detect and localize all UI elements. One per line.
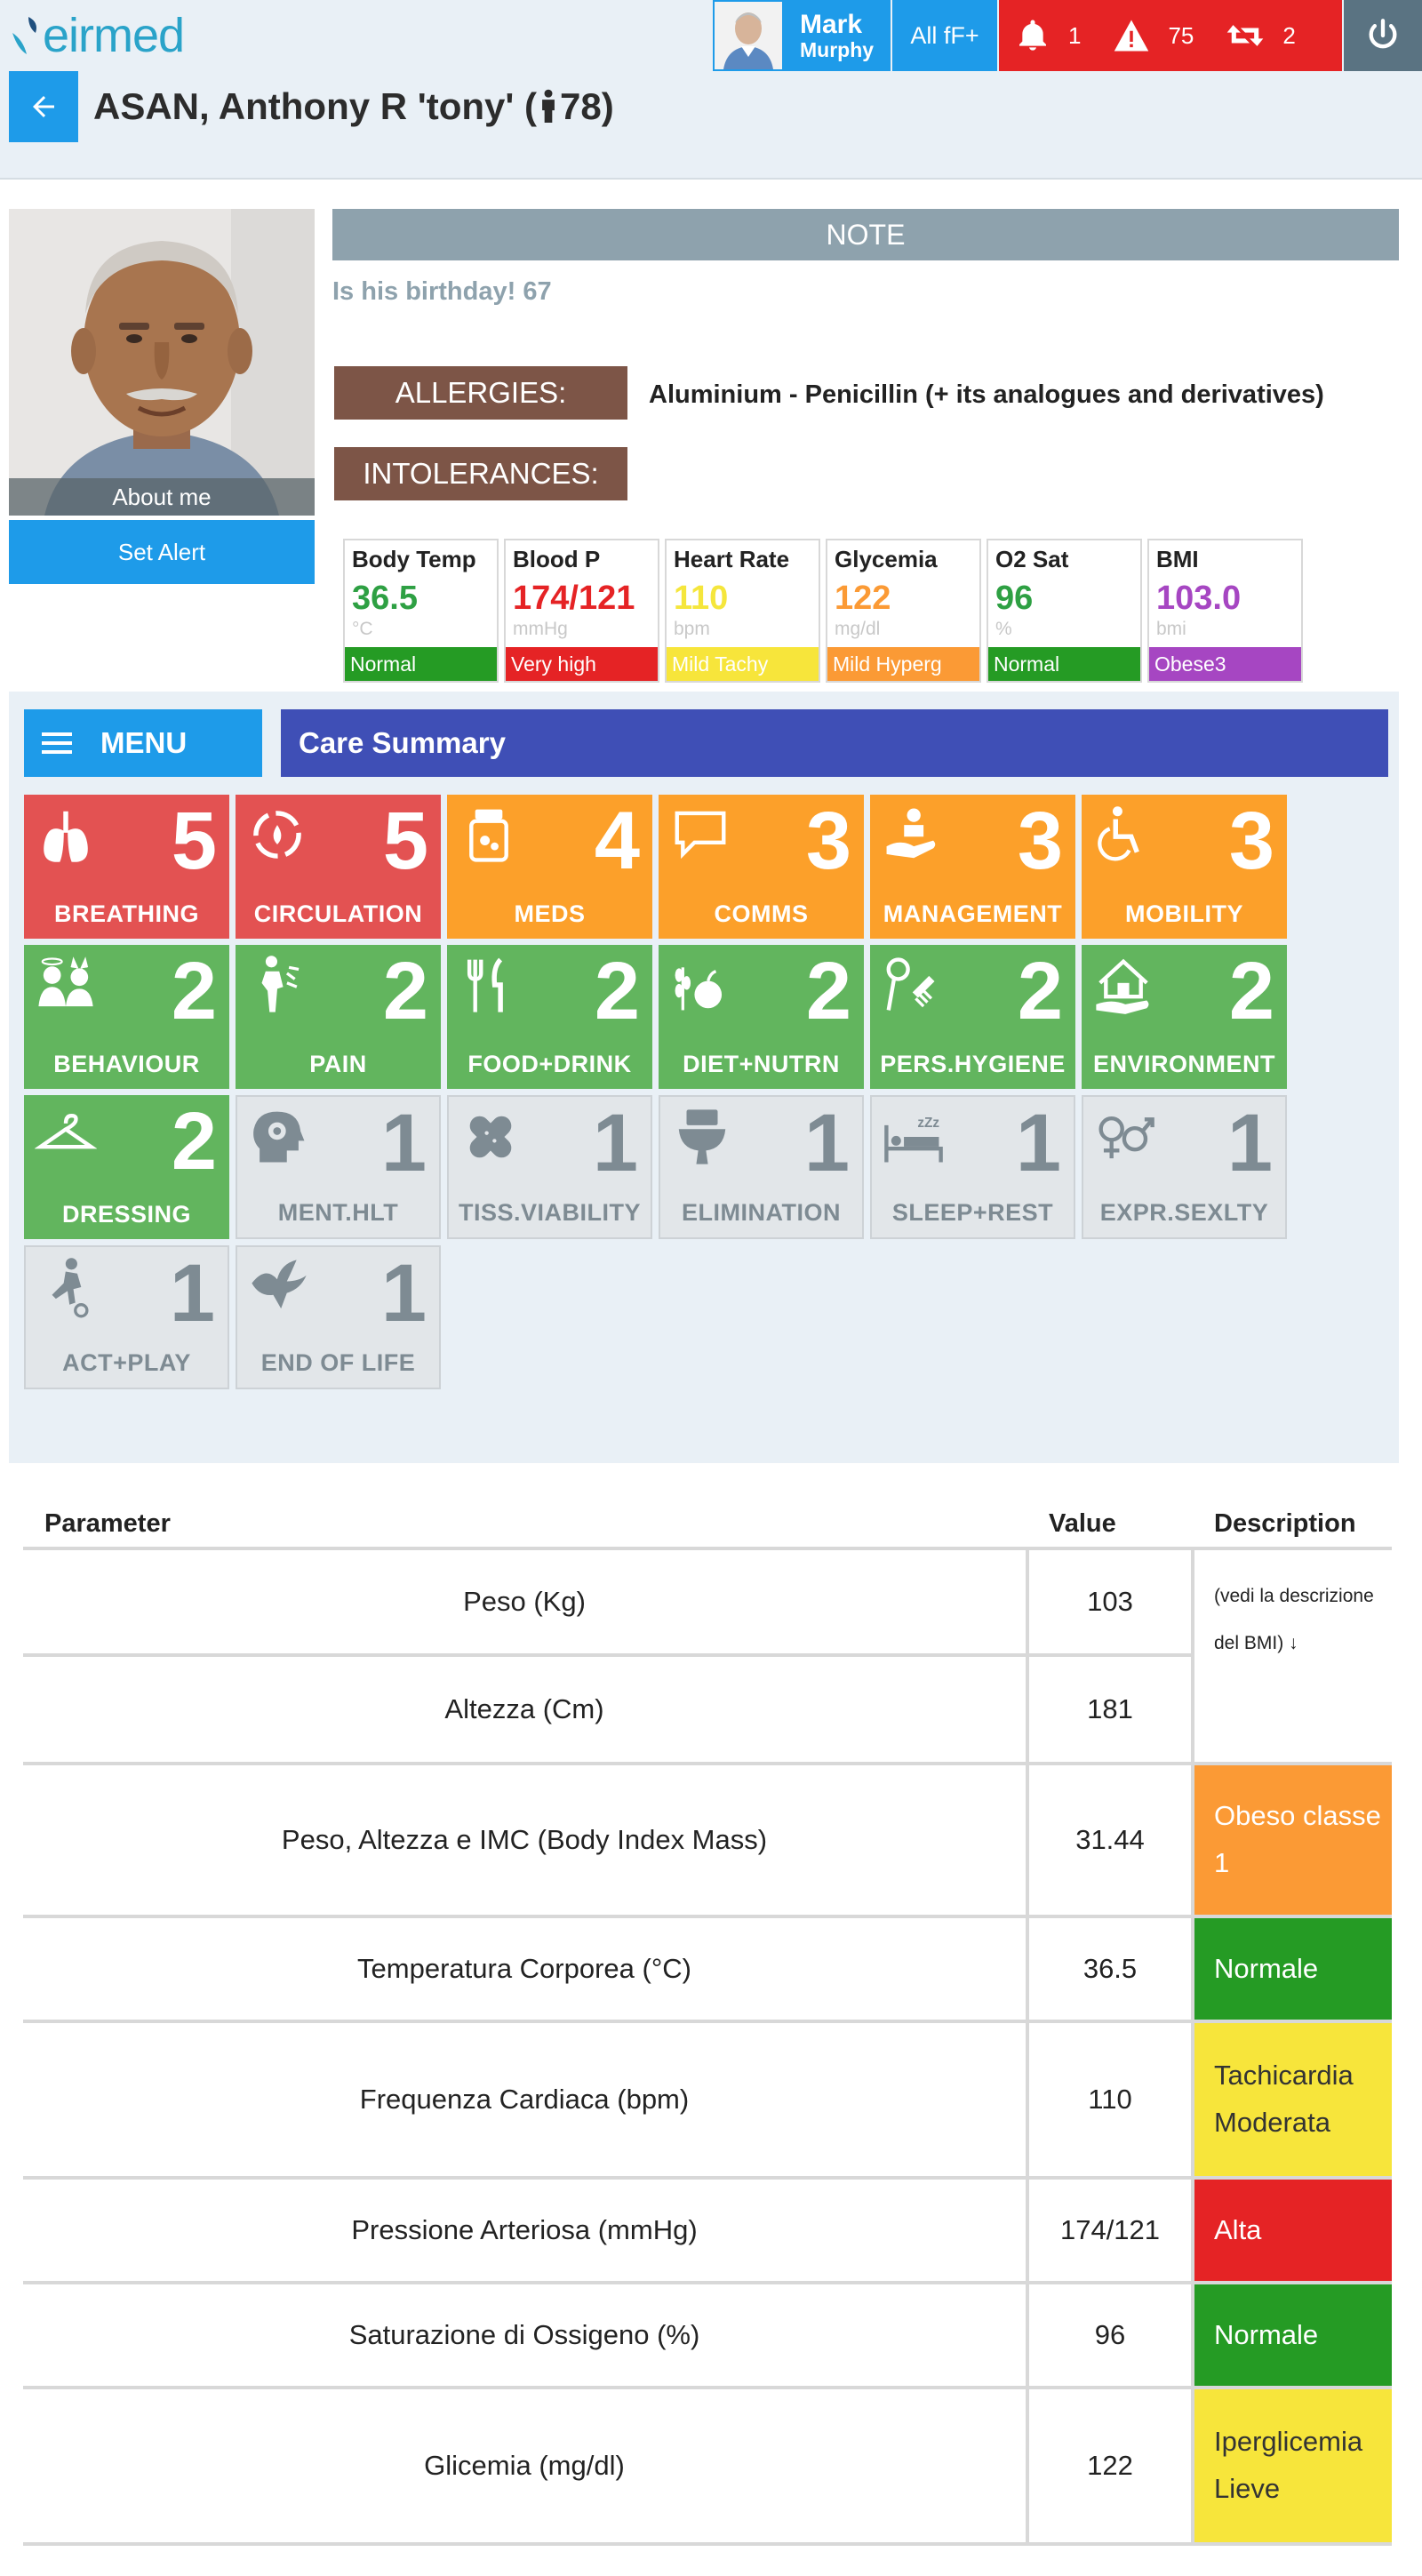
table-row <box>23 2283 1392 2388</box>
set-alert-button[interactable]: Set Alert <box>9 520 315 584</box>
table-row <box>23 2388 1392 2544</box>
care-summary-title: Care Summary <box>281 709 1388 777</box>
tile-count: 2 <box>171 946 217 1036</box>
lungs-icon <box>35 804 97 866</box>
speech-bubble-icon <box>669 804 731 866</box>
care-tile-diet-nutrn[interactable] <box>659 945 864 1089</box>
bell-icon <box>1015 18 1051 53</box>
care-tile-comms[interactable] <box>659 795 864 939</box>
power-icon <box>1365 18 1401 53</box>
bed-zzz-icon <box>883 1106 945 1168</box>
scope-filter-button[interactable]: All fF+ <box>891 0 997 71</box>
vital-card-bmi[interactable] <box>1147 539 1303 683</box>
tile-count: 2 <box>382 946 428 1036</box>
care-tile-act-play[interactable] <box>24 1245 229 1389</box>
user-last-name: Murphy <box>800 37 875 61</box>
tile-count: 4 <box>594 796 640 886</box>
description-cell: Iperglicemia Lieve <box>1193 2388 1392 2544</box>
vital-status: Mild Tachy <box>667 647 819 681</box>
warning-icon <box>1113 18 1150 53</box>
parameter-cell: Altezza (Cm) <box>23 1655 1027 1764</box>
transfers-count: 2 <box>1282 21 1296 49</box>
tile-label: COMMS <box>714 900 809 927</box>
vital-value: 174/121 <box>513 580 635 617</box>
header-parameter: Parameter <box>23 1500 1027 1548</box>
tile-count: 2 <box>1017 946 1063 1036</box>
parameters-table <box>23 1500 1392 2546</box>
tile-label: DIET+NUTRN <box>683 1051 840 1077</box>
warnings-count: 75 <box>1168 21 1194 49</box>
care-tile-end-of-life[interactable] <box>236 1245 441 1389</box>
vital-label: BMI <box>1156 546 1199 572</box>
care-tile-behaviour[interactable] <box>24 945 229 1089</box>
value-cell: 96 <box>1027 2283 1193 2388</box>
parameter-cell: Frequenza Cardiaca (bpm) <box>23 2021 1027 2178</box>
vital-status: Obese3 <box>1149 647 1301 681</box>
menu-label: MENU <box>100 726 188 759</box>
patient-age: 78) <box>560 85 614 127</box>
user-profile-button[interactable] <box>713 0 891 71</box>
tile-label: ELIMINATION <box>682 1199 841 1226</box>
patient-portrait <box>9 209 315 516</box>
arrow-left-icon <box>28 91 60 123</box>
description-cell: (vedi la descrizione del BMI) ↓ <box>1193 1548 1392 1764</box>
tile-label: PERS.HYGIENE <box>880 1051 1066 1077</box>
patient-name: ASAN, Anthony R 'tony' ( 78) <box>93 85 614 127</box>
care-tile-pain[interactable] <box>236 945 441 1089</box>
football-player-icon <box>36 1256 99 1318</box>
wheelchair-icon <box>1092 804 1154 866</box>
parameter-cell: Peso (Kg) <box>23 1548 1027 1655</box>
vital-unit: bpm <box>674 619 710 639</box>
care-tile-elimination[interactable] <box>659 1095 864 1239</box>
tile-count: 2 <box>594 946 640 1036</box>
tile-count: 1 <box>380 1248 427 1339</box>
care-tile-management[interactable] <box>870 795 1075 939</box>
tile-label: FOOD+DRINK <box>467 1051 632 1077</box>
value-cell: 31.44 <box>1027 1764 1193 1916</box>
vital-status: Normal <box>345 647 497 681</box>
table-row <box>23 1655 1392 1764</box>
tile-count: 1 <box>169 1248 215 1339</box>
care-tile-mobility[interactable] <box>1082 795 1287 939</box>
angel-devil-icon <box>35 954 97 1016</box>
table-row <box>23 2178 1392 2283</box>
tile-label: MENT.HLT <box>277 1199 399 1226</box>
parameter-cell: Saturazione di Ossigeno (%) <box>23 2283 1027 2388</box>
tile-count: 2 <box>171 1096 217 1187</box>
vital-card-o2-sat[interactable] <box>987 539 1142 683</box>
top-bar <box>0 0 1422 71</box>
vital-label: O2 Sat <box>995 546 1069 572</box>
value-cell: 122 <box>1027 2388 1193 2544</box>
care-tile-circulation[interactable] <box>236 795 441 939</box>
person-icon <box>537 89 560 123</box>
care-tile-ment-hlt[interactable] <box>236 1095 441 1239</box>
gender-icon <box>1094 1106 1156 1168</box>
tile-count: 3 <box>805 796 851 886</box>
tile-label: MOBILITY <box>1125 900 1243 927</box>
bandage-icon <box>459 1106 522 1168</box>
hamburger-icon <box>42 731 72 756</box>
tile-count: 2 <box>805 946 851 1036</box>
vital-unit: mg/dl <box>835 619 881 639</box>
tile-label: SLEEP+REST <box>891 1199 1054 1226</box>
description-cell: Normale <box>1193 1916 1392 2021</box>
tile-label: PAIN <box>309 1051 367 1077</box>
menu-button[interactable] <box>24 709 262 777</box>
cutlery-icon <box>458 954 520 1016</box>
vital-card-glycemia[interactable] <box>826 539 981 683</box>
tile-label: CIRCULATION <box>253 900 423 927</box>
vital-card-blood-p[interactable] <box>504 539 659 683</box>
vital-status: Normal <box>988 647 1140 681</box>
tile-count: 5 <box>382 796 428 886</box>
circulation-icon <box>246 804 308 866</box>
patient-header <box>0 71 1422 180</box>
vitals-strip <box>343 539 1308 683</box>
vital-unit: mmHg <box>513 619 568 639</box>
logo-leaf-icon <box>9 13 41 58</box>
description-cell: Alta <box>1193 2178 1392 2283</box>
parameter-cell: Peso, Altezza e IMC (Body Index Mass) <box>23 1764 1027 1916</box>
header-description: Description <box>1193 1500 1392 1548</box>
vital-status: Mild Hyperg <box>827 647 979 681</box>
table-row <box>23 2021 1392 2178</box>
value-cell: 174/121 <box>1027 2178 1193 2283</box>
vital-unit: °C <box>352 619 373 639</box>
value-cell: 103 <box>1027 1548 1193 1655</box>
tile-label: EXPR.SEXLTY <box>1099 1199 1269 1226</box>
alerts-group <box>997 0 1342 71</box>
vital-unit: bmi <box>1156 619 1186 639</box>
patient-photo[interactable] <box>9 209 315 516</box>
pain-person-icon <box>246 954 308 1016</box>
tile-count: 2 <box>1228 946 1274 1036</box>
tile-count: 1 <box>1015 1098 1061 1188</box>
hanger-icon <box>35 1104 97 1166</box>
value-cell: 181 <box>1027 1655 1193 1764</box>
hand-person-icon <box>881 804 943 866</box>
care-summary-panel <box>9 692 1399 1463</box>
tile-count: 3 <box>1228 796 1274 886</box>
intolerances-label: INTOLERANCES: <box>334 447 627 500</box>
vital-card-body-temp[interactable] <box>343 539 499 683</box>
comb-icon <box>881 954 943 1016</box>
tile-label: END OF LIFE <box>260 1349 416 1376</box>
tile-count: 3 <box>1017 796 1063 886</box>
tile-count: 1 <box>1226 1098 1273 1188</box>
vital-value: 96 <box>995 580 1034 617</box>
vital-label: Body Temp <box>352 546 476 572</box>
tile-label: MANAGEMENT <box>883 900 1063 927</box>
tile-label: ACT+PLAY <box>62 1349 191 1376</box>
warnings-button[interactable] <box>1097 0 1210 71</box>
tile-count: 5 <box>171 796 217 886</box>
care-tile-dressing[interactable] <box>24 1095 229 1239</box>
allergies-text: Aluminium - Penicillin (+ its analogues and derivatives) <box>649 380 1324 409</box>
description-cell: Obeso classe 1 <box>1193 1764 1392 1916</box>
description-cell: Tachicardia Moderata <box>1193 2021 1392 2178</box>
head-gear-icon <box>248 1106 310 1168</box>
about-me-button[interactable]: About me <box>9 478 315 516</box>
care-tile-food-drink[interactable] <box>447 945 652 1089</box>
house-hand-icon <box>1092 954 1154 1016</box>
vital-card-heart-rate[interactable] <box>665 539 820 683</box>
apple-wheat-icon <box>669 954 731 1016</box>
tile-label: MEDS <box>514 900 586 927</box>
transfers-button[interactable] <box>1210 0 1311 71</box>
note-text: Is his birthday! 67 <box>332 277 552 306</box>
tile-count: 1 <box>592 1098 638 1188</box>
vital-value: 110 <box>674 580 729 617</box>
care-tile-expr-sexlty[interactable] <box>1082 1095 1287 1239</box>
parameter-cell: Temperatura Corporea (°C) <box>23 1916 1027 2021</box>
tile-count: 1 <box>380 1098 427 1188</box>
eirmed-logo[interactable] <box>9 7 184 64</box>
tile-label: TISS.VIABILITY <box>458 1199 642 1226</box>
table-row <box>23 1548 1392 1655</box>
vital-status: Very high <box>506 647 658 681</box>
care-tile-pers-hygiene[interactable] <box>870 945 1075 1089</box>
care-tile-breathing[interactable] <box>24 795 229 939</box>
dove-icon <box>248 1256 310 1318</box>
logout-button[interactable] <box>1342 0 1422 71</box>
care-tile-tiss-viability[interactable] <box>447 1095 652 1239</box>
svg-text:zZz: zZz <box>917 1116 940 1132</box>
user-avatar <box>715 2 782 69</box>
tile-count: 1 <box>803 1098 850 1188</box>
vital-label: Heart Rate <box>674 546 790 572</box>
tile-label: BEHAVIOUR <box>53 1051 200 1077</box>
retweet-icon <box>1226 18 1265 53</box>
header-value: Value <box>1027 1500 1193 1548</box>
vital-value: 103.0 <box>1156 580 1242 617</box>
vital-value: 122 <box>835 580 891 617</box>
note-header: NOTE <box>332 209 1399 260</box>
table-row <box>23 1916 1392 2021</box>
parameter-cell: Pressione Arteriosa (mmHg) <box>23 2178 1027 2283</box>
back-button[interactable] <box>9 71 78 142</box>
value-cell: 36.5 <box>1027 1916 1193 2021</box>
description-cell: Normale <box>1193 2283 1392 2388</box>
vital-label: Blood P <box>513 546 601 572</box>
value-cell: 110 <box>1027 2021 1193 2178</box>
toilet-icon <box>671 1106 733 1168</box>
pill-bottle-icon <box>458 804 520 866</box>
tile-label: DRESSING <box>61 1201 192 1228</box>
care-tile-environment[interactable] <box>1082 945 1287 1089</box>
care-tile-sleep-rest[interactable] <box>870 1095 1075 1239</box>
user-first-name: Mark <box>800 10 863 40</box>
table-header-row <box>23 1500 1392 1548</box>
notifications-button[interactable] <box>999 0 1097 71</box>
parameter-cell: Glicemia (mg/dl) <box>23 2388 1027 2544</box>
care-tiles-grid <box>24 795 1304 1396</box>
notifications-count: 1 <box>1068 21 1082 49</box>
care-tile-meds[interactable] <box>447 795 652 939</box>
tile-label: ENVIRONMENT <box>1092 1051 1275 1077</box>
tile-label: BREATHING <box>54 900 199 927</box>
vital-unit: % <box>995 619 1012 639</box>
allergies-label: ALLERGIES: <box>334 366 627 420</box>
vital-value: 36.5 <box>352 580 418 617</box>
table-row <box>23 1764 1392 1916</box>
logo-text: eirmed <box>43 9 185 62</box>
vital-label: Glycemia <box>835 546 938 572</box>
